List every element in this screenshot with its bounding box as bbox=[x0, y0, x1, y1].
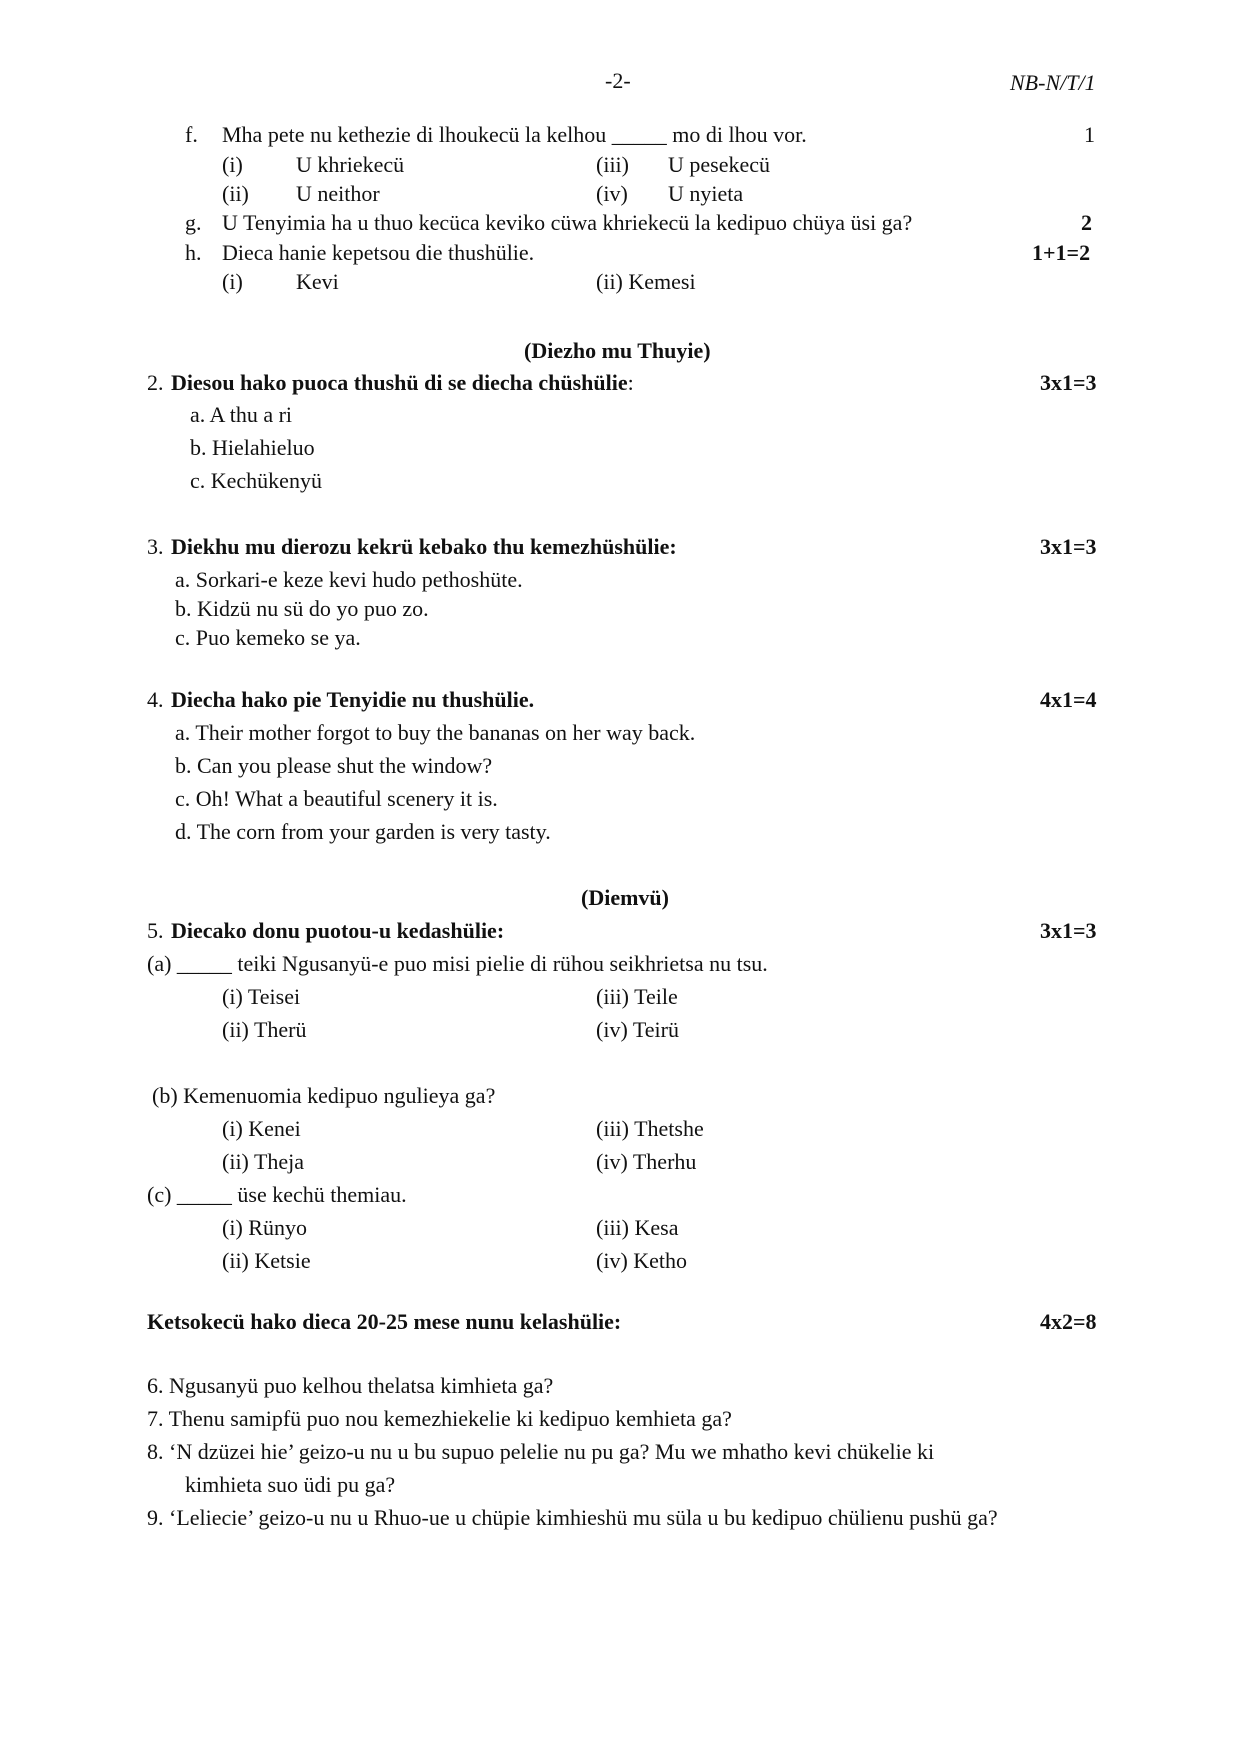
option: (i) Teisei bbox=[222, 984, 301, 1009]
section-title: (Diemvü) bbox=[581, 885, 669, 910]
question-text: U Tenyimia ha u thuo kecüca keviko cüwa khriekecü la kedipuo chüya üsi ga? bbox=[222, 210, 913, 235]
list-item: c. Kechükenyü bbox=[190, 468, 322, 493]
list-item: b. Can you please shut the window? bbox=[175, 753, 493, 778]
sub-question: (b) Kemenuomia kedipuo ngulieya ga? bbox=[152, 1083, 496, 1108]
list-item: a. Sorkari-e keze kevi hudo pethoshüte. bbox=[175, 567, 523, 592]
marks: 4x2=8 bbox=[1040, 1309, 1097, 1334]
question-number: 5. bbox=[147, 918, 164, 943]
option: (i) Kenei bbox=[222, 1116, 301, 1141]
option: (iv) Ketho bbox=[596, 1248, 688, 1273]
list-item: b. Hielahieluo bbox=[190, 435, 315, 460]
option-number: (i) bbox=[222, 269, 243, 294]
question-number: 3. bbox=[147, 534, 164, 559]
marks: 1 bbox=[1084, 122, 1095, 147]
question-label: h. bbox=[185, 240, 202, 265]
question-prompt bbox=[171, 372, 634, 394]
marks: 4x1=4 bbox=[1040, 687, 1097, 712]
list-item: a. Their mother forgot to buy the bananas on her way back. bbox=[175, 720, 696, 745]
option: (iv) Teirü bbox=[596, 1017, 679, 1042]
marks: 1+1=2 bbox=[1032, 240, 1091, 265]
question: 7. Thenu samipfü puo nou kemezhiekelie ki kedipuo kemhieta ga? bbox=[147, 1406, 732, 1431]
question-prompt: Diecako donu puotou-u kedashülie: bbox=[171, 918, 505, 943]
option-number: (i) bbox=[222, 152, 243, 177]
question-label: f. bbox=[185, 122, 198, 147]
list-item: c. Oh! What a beautiful scenery it is. bbox=[175, 786, 498, 811]
list-item: b. Kidzü nu sü do yo puo zo. bbox=[175, 596, 429, 621]
option-number: (iii) bbox=[596, 152, 629, 177]
question-text: Mha pete nu kethezie di lhoukecü la kelhou _____ mo di lhou vor. bbox=[222, 122, 807, 147]
question-label: g. bbox=[185, 210, 202, 235]
option: (iii) Kesa bbox=[596, 1215, 679, 1240]
question-prompt-text: Diesou hako puoca thushü di se diecha chüshülie bbox=[171, 370, 628, 395]
marks: 2 bbox=[1081, 210, 1092, 235]
question-number: 2. bbox=[147, 370, 164, 395]
page-number: -2- bbox=[605, 68, 631, 93]
option: (ii) Ketsie bbox=[222, 1248, 311, 1273]
sub-question: (c) _____ üse kechü themiau. bbox=[147, 1182, 407, 1207]
option: (iii) Thetshe bbox=[596, 1116, 704, 1141]
paper-code: NB-N/T/1 bbox=[1010, 70, 1096, 95]
option-number: (iv) bbox=[596, 181, 628, 206]
option-text: (ii) Kemesi bbox=[596, 269, 696, 294]
marks: 3x1=3 bbox=[1040, 370, 1097, 395]
option: (ii) Therü bbox=[222, 1017, 307, 1042]
option: (iv) Therhu bbox=[596, 1149, 697, 1174]
question-text: Dieca hanie kepetsou die thushülie. bbox=[222, 240, 535, 265]
option-text: U nyieta bbox=[668, 181, 744, 206]
option-text: U pesekecü bbox=[668, 152, 771, 177]
section-title: (Diezho mu Thuyie) bbox=[524, 338, 711, 363]
option-text: Kevi bbox=[296, 269, 339, 294]
sub-question: (a) _____ teiki Ngusanyü-e puo misi pielie di rühou seikhrietsa nu tsu. bbox=[147, 951, 768, 976]
marks: 3x1=3 bbox=[1040, 918, 1097, 943]
question: 6. Ngusanyü puo kelhou thelatsa kimhieta ga? bbox=[147, 1373, 554, 1398]
question: 9. ‘Leliecie’ geizo-u nu u Rhuo-ue u chüpie kimhieshü mu süla u bu kedipuo chülienu pushü ga? bbox=[147, 1505, 998, 1530]
list-item: c. Puo kemeko se ya. bbox=[175, 625, 361, 650]
question-prompt-colon: : bbox=[627, 370, 634, 395]
list-item: d. The corn from your garden is very tasty. bbox=[175, 819, 551, 844]
option-text: U neithor bbox=[296, 181, 380, 206]
marks: 3x1=3 bbox=[1040, 534, 1097, 559]
option: (iii) Teile bbox=[596, 984, 678, 1009]
list-item: a. A thu a ri bbox=[190, 402, 293, 427]
question: 8. ‘N dzüzei hie’ geizo-u nu u bu supuo pelelie nu pu ga? Mu we mhatho kevi chükelie ki bbox=[147, 1439, 935, 1464]
section-prompt: Ketsokecü hako dieca 20-25 mese nunu kelashülie: bbox=[147, 1309, 622, 1334]
option: (i) Rünyo bbox=[222, 1215, 307, 1240]
question-prompt: Diekhu mu dierozu kekrü kebako thu kemezhüshülie: bbox=[171, 534, 677, 559]
option-text: U khriekecü bbox=[296, 152, 405, 177]
option: (ii) Theja bbox=[222, 1149, 305, 1174]
question-number: 4. bbox=[147, 687, 164, 712]
option-number: (ii) bbox=[222, 181, 249, 206]
question-prompt: Diecha hako pie Tenyidie nu thushülie. bbox=[171, 687, 535, 712]
question-continuation: kimhieta suo üdi pu ga? bbox=[185, 1472, 396, 1497]
